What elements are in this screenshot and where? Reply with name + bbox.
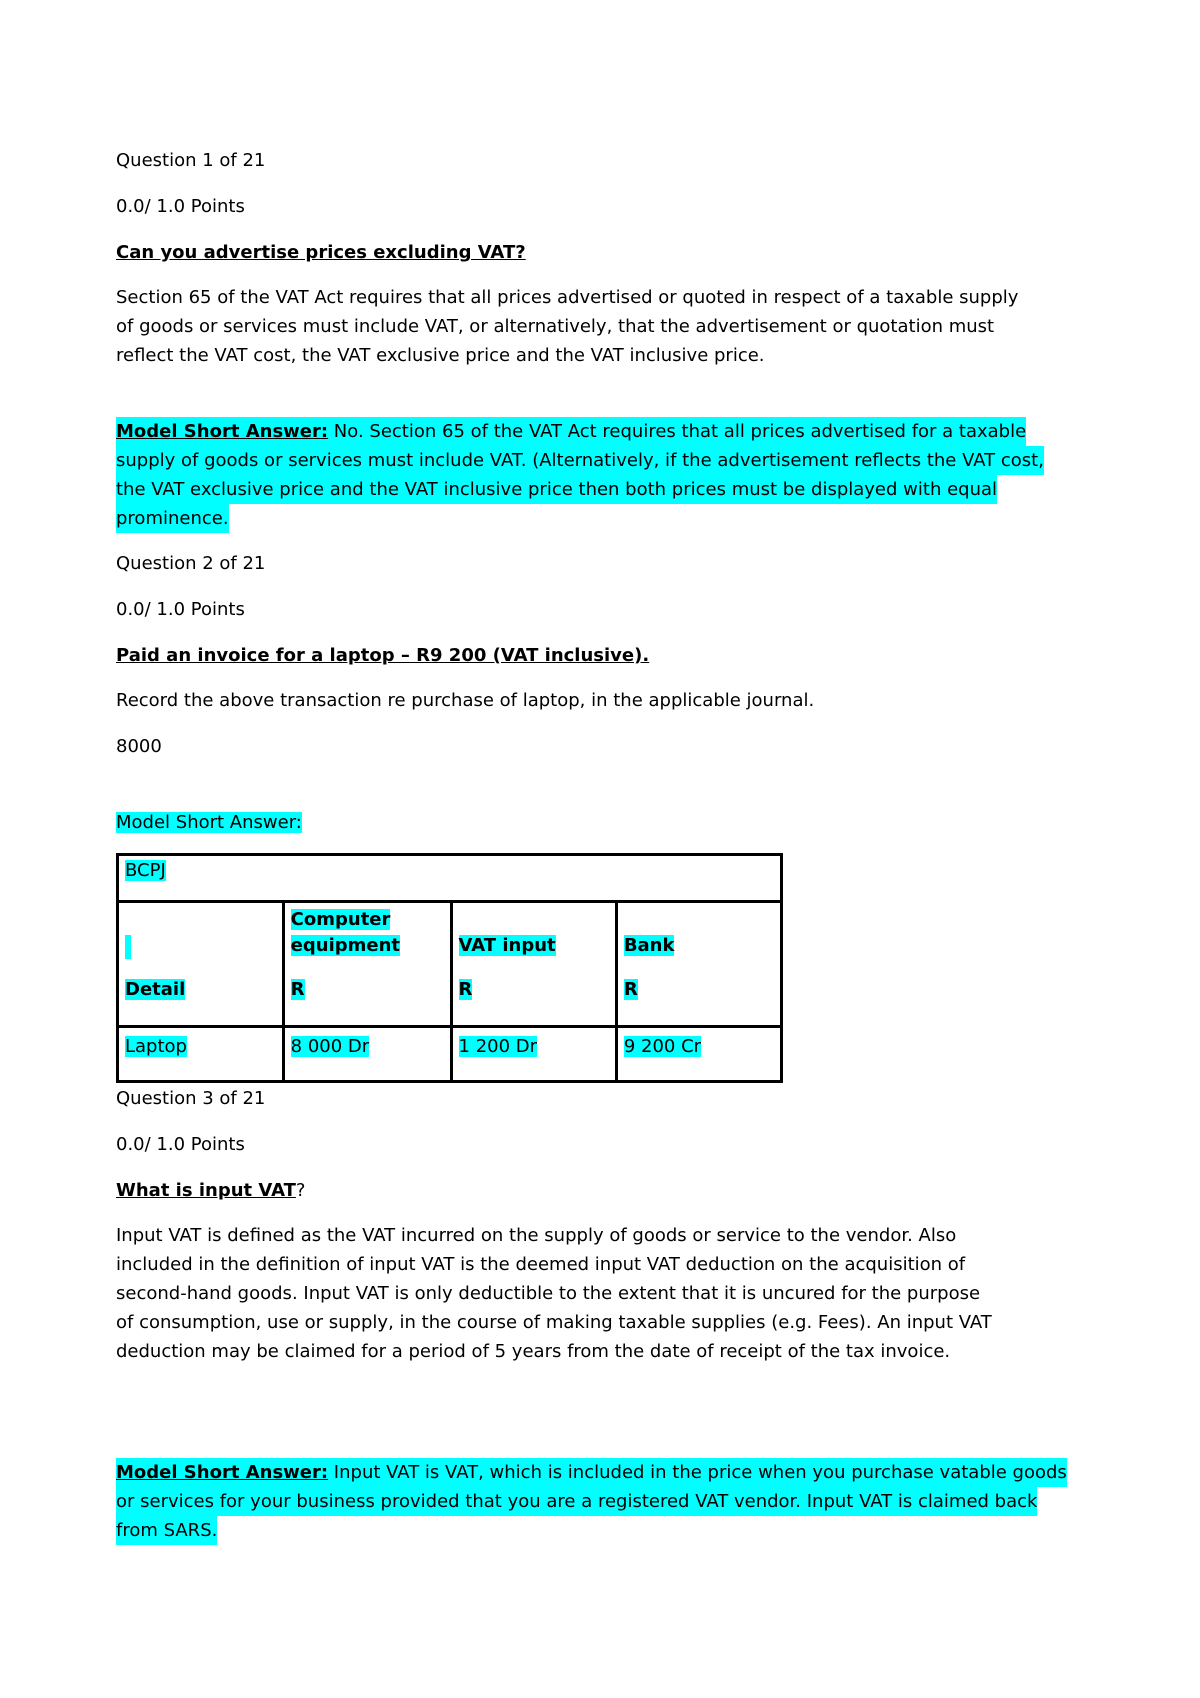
column-header-detail: Detail bbox=[125, 979, 186, 1000]
question-1-title: Can you advertise prices excluding VAT? bbox=[116, 242, 526, 263]
body-line: second-hand goods. Input VAT is only deductible to the extent that it is uncured for the purpose bbox=[116, 1283, 981, 1304]
table-title-row bbox=[118, 855, 782, 902]
column-header-bank: Bank bbox=[623, 935, 675, 956]
model-answer-label: Model Short Answer: bbox=[116, 1462, 329, 1483]
question-3-points: 0.0/ 1.0 Points bbox=[116, 1134, 245, 1155]
table-title: BCPJ bbox=[125, 860, 166, 881]
body-line: included in the definition of input VAT is the deemed input VAT deduction on the acquisition of bbox=[116, 1254, 966, 1275]
table-cell: Laptop bbox=[125, 1036, 187, 1057]
column-header-unit: R bbox=[458, 979, 473, 1000]
question-2-instruction: Record the above transaction re purchase of laptop, in the applicable journal. bbox=[116, 690, 815, 711]
column-header-unit: R bbox=[623, 979, 638, 1000]
question-2-header: Question 2 of 21 bbox=[116, 553, 266, 574]
question-1-model-answer bbox=[116, 417, 1076, 533]
column-header-unit: R bbox=[290, 979, 305, 1000]
question-3-title: What is input VAT? bbox=[116, 1180, 306, 1201]
table-cell: 9 200 Cr bbox=[623, 1036, 702, 1057]
model-answer-line: Input VAT is VAT, which is included in the price when you purchase vatable goods bbox=[328, 1462, 1067, 1483]
table-cell: 8 000 Dr bbox=[290, 1036, 370, 1057]
table-cell: 1 200 Dr bbox=[458, 1036, 538, 1057]
model-answer-label: Model Short Answer: bbox=[116, 421, 329, 442]
body-line: Input VAT is defined as the VAT incurred on the supply of goods or service to the vendor. Also bbox=[116, 1225, 957, 1246]
column-header-line: equipment bbox=[290, 935, 401, 956]
question-3-header: Question 3 of 21 bbox=[116, 1088, 266, 1109]
model-answer-line: supply of goods or services must include VAT. (Alternatively, if the advertisement reflects the VAT cost, bbox=[116, 446, 1044, 475]
body-line: reflect the VAT cost, the VAT exclusive price and the VAT inclusive price. bbox=[116, 345, 765, 366]
table-row bbox=[118, 1027, 782, 1082]
question-3-body bbox=[116, 1221, 1076, 1366]
question-1-header: Question 1 of 21 bbox=[116, 150, 266, 171]
question-1-points: 0.0/ 1.0 Points bbox=[116, 196, 245, 217]
question-2-title: Paid an invoice for a laptop – R9 200 (VAT inclusive). bbox=[116, 645, 650, 666]
column-header-vat-input: VAT input bbox=[458, 935, 556, 956]
question-1-body bbox=[116, 283, 1076, 370]
model-answer-line: the VAT exclusive price and the VAT inclusive price then both prices must be displayed with equal bbox=[116, 475, 997, 504]
model-answer-label: Model Short Answer: bbox=[116, 812, 302, 833]
model-answer-line: or services for your business provided that you are a registered VAT vendor. Input VAT is claimed back bbox=[116, 1487, 1037, 1516]
model-answer-line: from SARS. bbox=[116, 1516, 217, 1545]
question-2-answer: 8000 bbox=[116, 736, 162, 757]
body-line: Section 65 of the VAT Act requires that all prices advertised or quoted in respect of a taxable supply bbox=[116, 287, 1019, 308]
model-answer-line: prominence. bbox=[116, 504, 229, 533]
question-3-model-answer bbox=[116, 1458, 1076, 1545]
table-header-row bbox=[118, 902, 782, 1027]
body-line: of consumption, use or supply, in the course of making taxable supplies (e.g. Fees). An input VAT bbox=[116, 1312, 992, 1333]
bcpj-table bbox=[116, 853, 783, 1083]
column-header-line: Computer bbox=[290, 909, 391, 930]
body-line: of goods or services must include VAT, or alternatively, that the advertisement or quotation must bbox=[116, 316, 995, 337]
question-2-points: 0.0/ 1.0 Points bbox=[116, 599, 245, 620]
model-answer-line: No. Section 65 of the VAT Act requires that all prices advertised for a taxable bbox=[328, 421, 1027, 442]
body-line: deduction may be claimed for a period of 5 years from the date of receipt of the tax invoice. bbox=[116, 1341, 951, 1362]
